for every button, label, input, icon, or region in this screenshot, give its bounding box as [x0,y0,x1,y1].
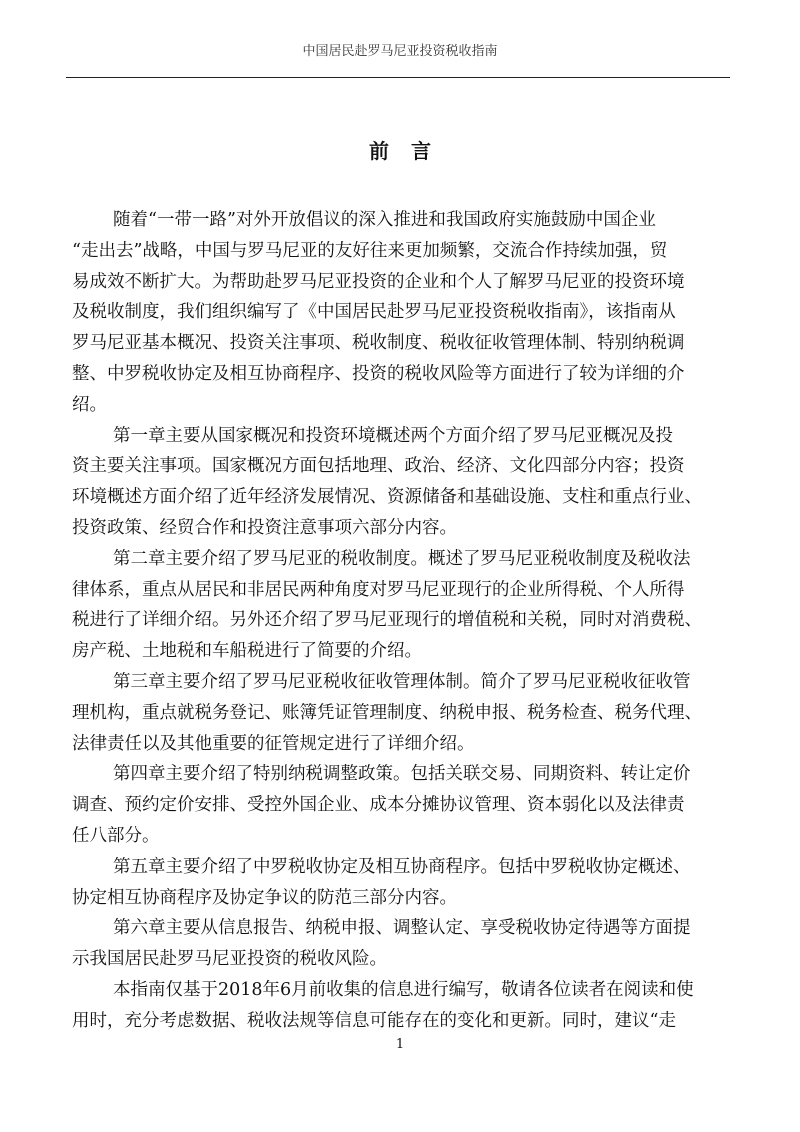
body-paragraph [72,667,740,759]
text-line: 绍。 [72,394,107,415]
text-line: 易成效不断扩大。为帮助赴罗马尼亚投资的企业和个人了解罗马尼亚的投资环境 [72,271,685,292]
text-line: 第五章主要介绍了中罗税收协定及相互协商程序。包括中罗税收协定概述、 [113,856,691,877]
text-line: 第三章主要介绍了罗马尼亚税收征收管理体制。简介了罗马尼亚税收征收管 [113,671,691,692]
text-line: 整、中罗税收协定及相互协商程序、投资的税收风险等方面进行了较为详细的介 [72,363,685,384]
text-line: 律体系，重点从居民和非居民两种角度对罗马尼亚现行的企业所得税、个人所得 [72,579,685,600]
header-rule [66,77,730,78]
text-line: 第四章主要介绍了特别纳税调整政策。包括关联交易、同期资料、转让定价 [113,764,691,785]
text-line: 税进行了详细介绍。另外还介绍了罗马尼亚现行的增值税和关税，同时对消费税、 [72,610,702,631]
text-line: 理机构，重点就税务登记、账簿凭证管理制度、纳税申报、税务检查、税务代理、 [72,702,702,723]
text-line: 房产税、土地税和车船税进行了简要的介绍。 [72,641,422,662]
text-line: 法律责任以及其他重要的征管规定进行了详细介绍。 [72,733,475,754]
text-line: 本指南仅基于2018年6月前收集的信息进行编写，敬请各位读者在阅读和使 [113,979,694,1000]
body-paragraph [72,205,740,421]
body-paragraph [72,913,740,975]
body-paragraph [72,975,740,1037]
text-line: 第六章主要从信息报告、纳税申报、调整认定、享受税收协定待遇等方面提 [113,918,691,939]
text-line: 用时，充分考虑数据、税收法规等信息可能存在的变化和更新。同时，建议“走 [72,1010,676,1031]
text-line: 第一章主要从国家概况和投资环境概述两个方面介绍了罗马尼亚概况及投 [113,425,673,446]
text-line: 协定相互协商程序及协定争议的防范三部分内容。 [72,887,457,908]
text-line: 环境概述方面介绍了近年经济发展情况、资源储备和基础设施、支柱和重点行业、 [72,487,702,508]
text-line: 及税收制度，我们组织编写了《中国居民赴罗马尼亚投资税收指南》，该指南从 [72,302,676,323]
body-paragraph [72,852,740,914]
body-paragraph [72,759,740,851]
text-line: 调查、预约定价安排、受控外国企业、成本分摊协议管理、资本弱化以及法律责 [72,795,685,816]
body-paragraph [72,544,740,667]
page-number: 1 [395,1037,405,1052]
text-line: “走出去”战略，中国与罗马尼亚的友好往来更加频繁，交流合作持续加强，贸 [72,240,668,261]
page-title: 前言 [369,139,453,164]
text-line: 示我国居民赴罗马尼亚投资的税收风险。 [72,949,387,970]
text-line: 随着“一带一路”对外开放倡议的深入推进和我国政府实施鼓励中国企业 [113,210,656,230]
body-paragraph [72,421,740,544]
text-line: 第二章主要介绍了罗马尼亚的税收制度。概述了罗马尼亚税收制度及税收法 [113,548,691,569]
running-header: 中国居民赴罗马尼亚投资税收指南 [302,44,498,59]
body-text [72,205,740,1037]
text-line: 资主要关注事项。国家概况方面包括地理、政治、经济、文化四部分内容；投资 [72,456,685,477]
text-line: 罗马尼亚基本概况、投资关注事项、税收制度、税收征收管理体制、特别纳税调 [72,333,685,354]
text-line: 投资政策、经贸合作和投资注意事项六部分内容。 [72,517,457,538]
text-line: 任八部分。 [72,825,160,846]
